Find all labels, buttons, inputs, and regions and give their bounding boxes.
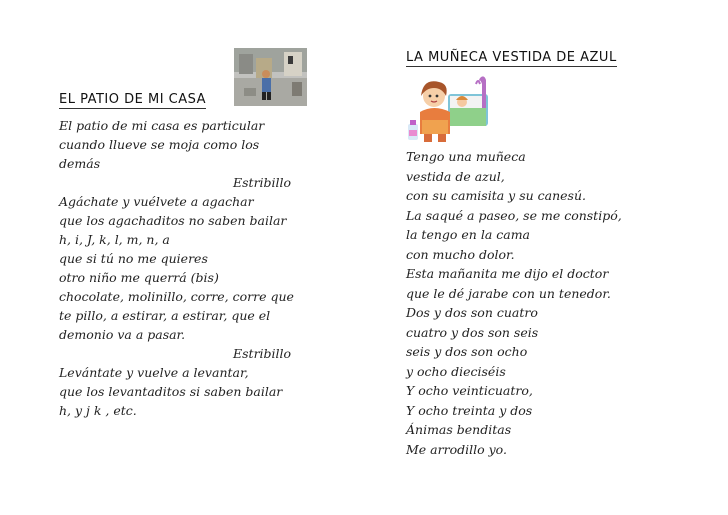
poem-el-patio-de-mi-casa [59,118,334,438]
title-el-patio-de-mi-casa: EL PATIO DE MI CASA [59,92,207,107]
patio-photo [234,48,307,106]
poem-line: Esta mañanita me dijo el doctor [406,266,609,281]
poem-line: Y ocho treinta y dos [406,402,533,418]
doll-illustration [404,72,496,148]
poem-line: que le dé jarabe con un tenedor. [406,285,611,301]
poem-line: seis y dos son ocho [406,344,528,359]
poem-line: demás [59,156,101,171]
poem-line: Levántate y vuelve a levantar, [59,365,249,380]
poem-line: h, i, J, k, l, m, n, a [59,232,170,247]
poem-line: cuatro y dos son seis [406,324,539,340]
poem-line: que si tú no me quieres [59,251,208,266]
poem-line: La saqué a paseo, se me constipó, [406,207,622,223]
poem-line: Dos y dos son cuatro [406,305,538,320]
title-la-muneca-vestida-de-azul: LA MUÑECA VESTIDA DE AZUL [406,50,617,65]
poem-line: Ánimas benditas [406,422,512,437]
poem-line: que los agachaditos no saben bailar [59,213,287,228]
poem-la-muneca-vestida-de-azul [406,149,666,469]
poem-line: vestida de azul, [406,168,505,184]
poem-line: con mucho dolor. [406,246,515,262]
poem-line: Agáchate y vuélvete a agachar [59,194,254,209]
poem-line: la tengo en la cama [406,227,530,242]
poem-line: Tengo una muñeca [406,149,526,164]
poem-line: demonio va a pasar. [59,327,186,342]
poem-line: que los levantaditos si saben bailar [59,384,283,399]
poem-line: El patio de mi casa es particular [59,118,265,133]
poem-line: te pillo, a estirar, a estirar, que el [59,308,271,323]
poem-line: con su camisita y su canesú. [406,188,586,203]
poem-line-estribillo: Estribillo [233,346,292,361]
poem-line-estribillo: Estribillo [233,175,292,190]
poem-line: Y ocho veinticuatro, [406,383,533,398]
poem-line: otro niño me querrá (bis) [59,270,219,285]
poem-line: chocolate, molinillo, corre, corre que [59,289,294,304]
poem-line: y ocho dieciséis [406,363,506,379]
poem-line: cuando llueve se moja como los [59,137,260,152]
poem-line: h, y j k , etc. [59,403,137,418]
poem-line: Me arrodillo yo. [406,441,507,457]
